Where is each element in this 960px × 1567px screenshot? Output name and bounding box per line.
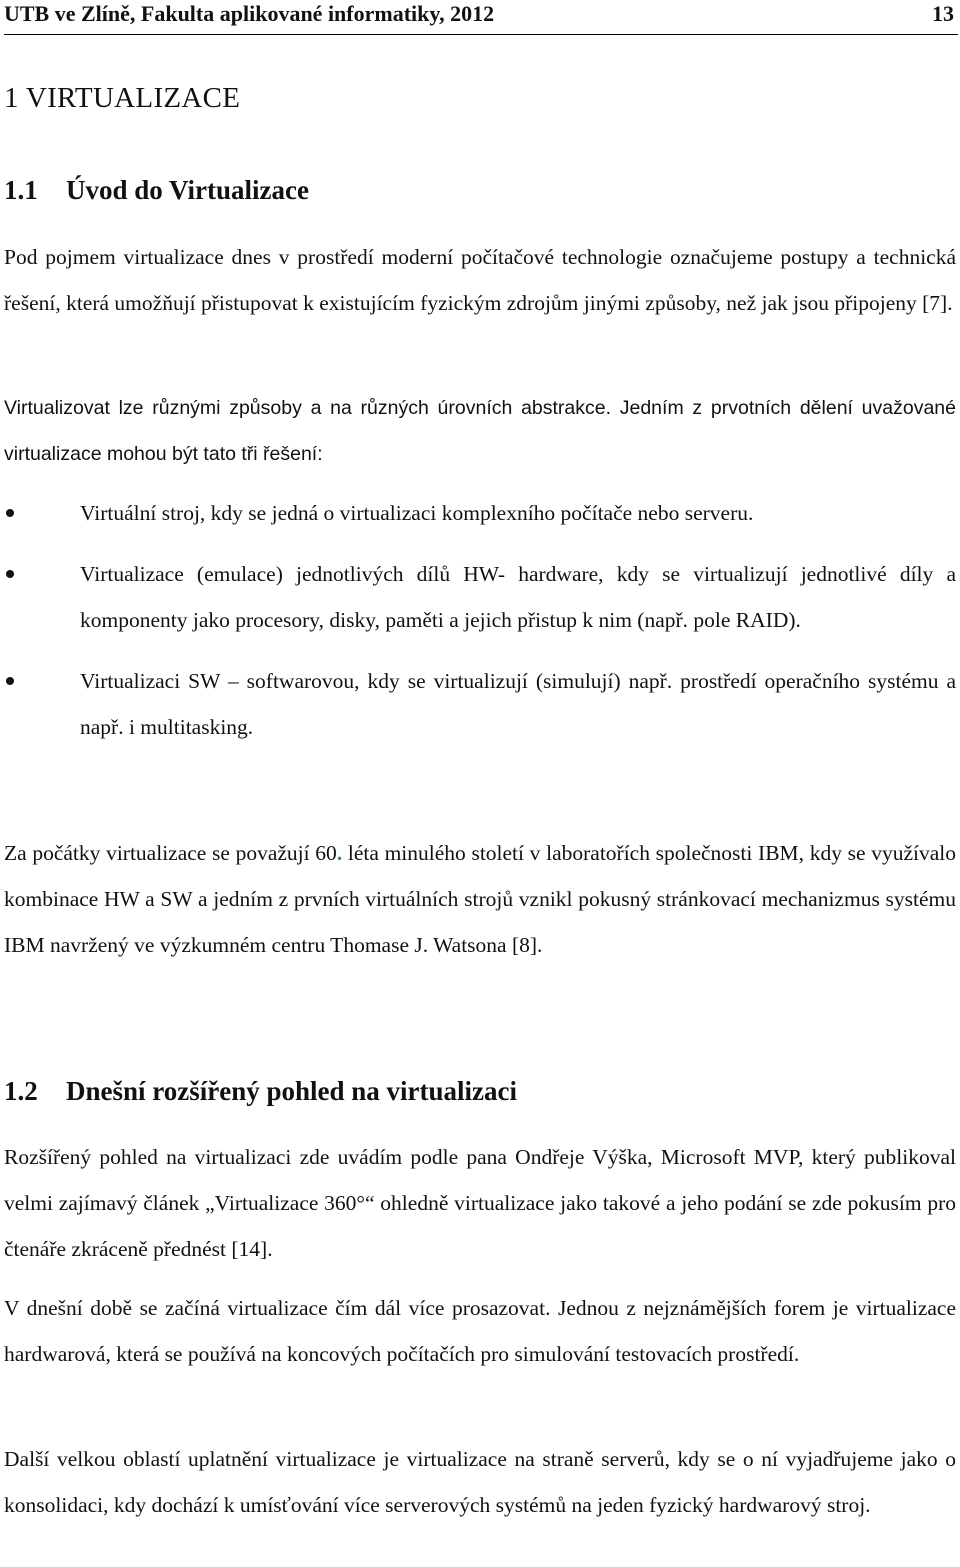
list-item: [4, 551, 956, 643]
paragraph-history: [4, 830, 956, 968]
bullet-icon: [6, 509, 14, 517]
paragraph-extended-view: Rozšířený pohled na virtualizaci zde uvádím podle pana Ondřeje Výška, Microsoft MVP, který publikoval velmi zajímavý článek „Virtualizace 360°“ ohledně virtualizace jako takové a jeho podání se zde pokusím pro čtenáře zkráceně přednést [14].: [4, 1145, 956, 1261]
header-title: UTB ve Zlíně, Fakulta aplikované informatiky, 2012: [4, 1, 495, 26]
list-item: [4, 658, 956, 750]
section-title: Úvod do Virtualizace: [66, 175, 309, 205]
running-header: [4, 0, 956, 28]
bullet-icon: [6, 677, 14, 685]
paragraph-history-start: Za počátky virtualizace se považují 60: [4, 841, 337, 865]
section-number: 1.2: [4, 1076, 38, 1106]
paragraph-intro: Pod pojmem virtualizace dnes v prostředí moderní počítačové technologie označujeme postupy a technická řešení, která umožňují přistupovat k existujícím fyzickým zdrojům jinými způsoby, než jak jsou připojeny [7].: [4, 245, 956, 315]
paragraph-abstraction: Virtualizovat lze různými způsoby a na různých úrovních abstrakce. Jedním z prvotních dělení uvažované virtualizace mohou být tato tři řešení:: [4, 397, 956, 465]
section-title: Dnešní rozšířený pohled na virtualizaci: [66, 1076, 518, 1106]
bullet-list: [4, 490, 956, 765]
header-divider: [4, 34, 958, 35]
list-item-text: Virtualizace (emulace) jednotlivých dílů HW- hardware, kdy se virtualizují jednotlivé díly a komponenty jako procesory, disky, paměti a jejich přistup k nim (např. pole RAID).: [80, 562, 956, 632]
section-number: 1.1: [4, 175, 38, 205]
list-item-text: Virtualizaci SW – softwarovou, kdy se virtualizují (simulují) např. prostředí operačního systému a např. i multitasking.: [80, 669, 956, 739]
chapter-title: 1 VIRTUALIZACE: [4, 82, 241, 114]
paragraph-history-rest: léta minulého století v laboratořích společnosti IBM, kdy se využívalo kombinace HW a SW a jedním z prvních virtuálních strojů vznikl pokusný stránkovací mechanizmus systému IBM navržený ve výzkumném centru Thomase J. Watsona [8].: [4, 841, 956, 957]
paragraph-current-state: V dnešní době se začíná virtualizace čím dál více prosazovat. Jednou z nejznámějších forem je virtualizace hardwarová, která se používá na koncových počítačích pro simulování testovacích prostředí.: [4, 1296, 956, 1366]
page-number: 13: [932, 1, 954, 26]
section-heading-1-2: [4, 1073, 517, 1109]
list-item-text: Virtuální stroj, kdy se jedná o virtualizaci komplexního počítače nebo serveru.: [80, 501, 754, 525]
bullet-icon: [6, 570, 14, 578]
section-heading-1-1: [4, 172, 309, 208]
list-item: [4, 490, 956, 536]
highlighted-dot: .: [336, 841, 343, 865]
paragraph-server-virtualization: Další velkou oblastí uplatnění virtualizace je virtualizace na straně serverů, kdy se o ní vyjadřujeme jako o konsolidaci, kdy dochází k umísťování více serverových systémů na jeden fyzický hardwarový stroj.: [4, 1447, 956, 1517]
